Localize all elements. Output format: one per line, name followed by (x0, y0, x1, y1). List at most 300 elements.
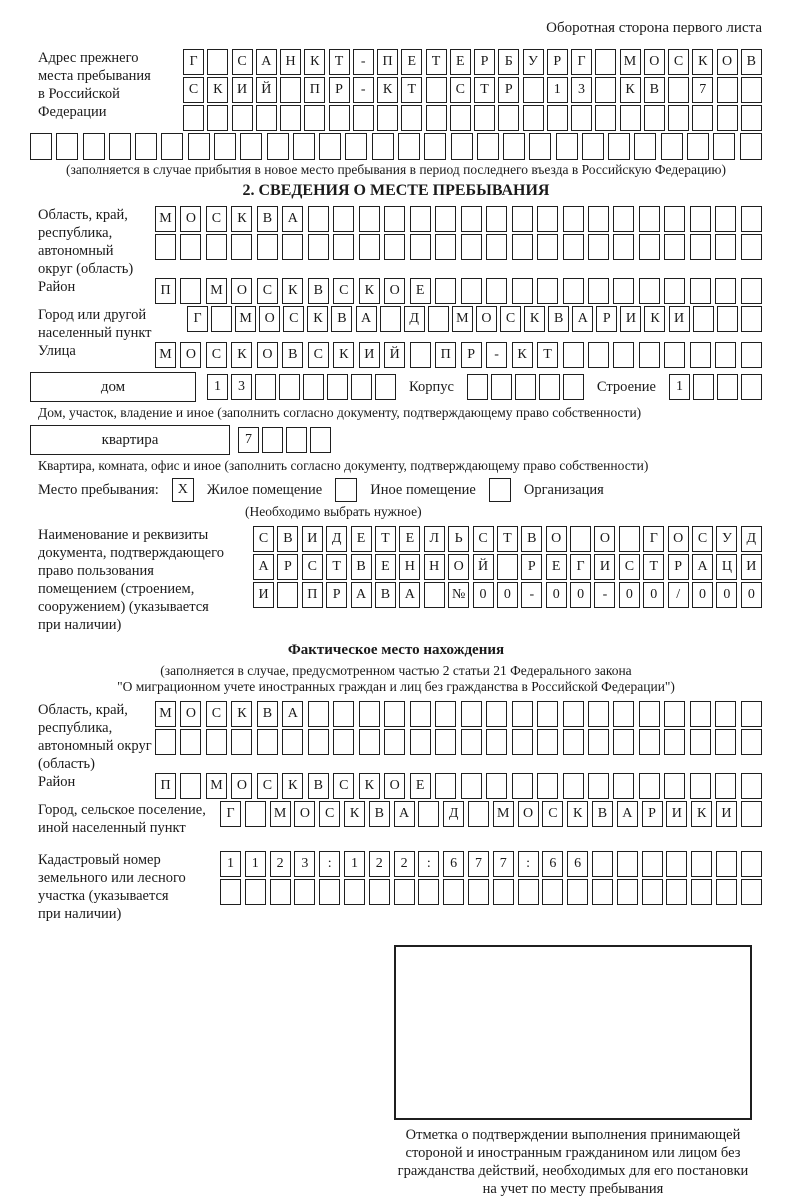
char-cell[interactable] (537, 701, 558, 727)
char-cell[interactable]: В (351, 554, 372, 580)
apartment-field-box[interactable]: квартира (30, 425, 230, 455)
char-cell[interactable] (741, 879, 762, 905)
char-cell[interactable]: С (668, 49, 689, 75)
char-cell[interactable] (232, 105, 253, 131)
char-cell[interactable] (207, 49, 228, 75)
char-cell[interactable] (668, 105, 689, 131)
char-cell[interactable] (537, 729, 558, 755)
char-cell[interactable]: Е (410, 278, 431, 304)
char-cell[interactable] (644, 105, 665, 131)
char-cell[interactable]: В (644, 77, 665, 103)
char-cell[interactable] (664, 342, 685, 368)
char-cell[interactable]: О (476, 306, 497, 332)
char-cell[interactable] (180, 234, 201, 260)
char-cell[interactable] (690, 278, 711, 304)
char-cell[interactable]: И (594, 554, 615, 580)
char-cell[interactable] (563, 278, 584, 304)
char-cell[interactable] (486, 773, 507, 799)
char-cell[interactable]: 3 (294, 851, 315, 877)
char-cell[interactable] (231, 234, 252, 260)
char-cell[interactable] (211, 306, 232, 332)
char-cell[interactable] (740, 133, 762, 160)
char-cell[interactable]: 3 (231, 374, 252, 400)
char-cell[interactable] (486, 234, 507, 260)
char-cell[interactable]: В (308, 278, 329, 304)
char-cell[interactable] (691, 879, 712, 905)
char-cell[interactable]: - (353, 49, 374, 75)
char-cell[interactable] (690, 773, 711, 799)
char-cell[interactable]: 6 (567, 851, 588, 877)
char-cell[interactable]: С (206, 701, 227, 727)
char-cell[interactable] (595, 49, 616, 75)
char-cell[interactable] (512, 701, 533, 727)
char-cell[interactable]: Н (424, 554, 445, 580)
char-cell[interactable]: - (486, 342, 507, 368)
char-cell[interactable] (327, 374, 348, 400)
char-cell[interactable]: С (257, 773, 278, 799)
char-cell[interactable]: 0 (716, 582, 737, 608)
char-cell[interactable] (715, 729, 736, 755)
char-cell[interactable] (537, 278, 558, 304)
char-cell[interactable]: О (546, 526, 567, 552)
char-cell[interactable]: 7 (468, 851, 489, 877)
char-cell[interactable]: 3 (571, 77, 592, 103)
char-cell[interactable] (428, 306, 449, 332)
char-cell[interactable] (690, 342, 711, 368)
char-cell[interactable] (664, 773, 685, 799)
char-cell[interactable] (451, 133, 473, 160)
char-cell[interactable]: О (257, 342, 278, 368)
char-cell[interactable] (240, 133, 262, 160)
char-cell[interactable] (443, 879, 464, 905)
char-cell[interactable]: 1 (245, 851, 266, 877)
char-cell[interactable] (369, 879, 390, 905)
char-cell[interactable]: М (206, 278, 227, 304)
char-cell[interactable]: М (206, 773, 227, 799)
char-cell[interactable]: Е (399, 526, 420, 552)
char-cell[interactable] (693, 306, 714, 332)
char-cell[interactable]: Т (426, 49, 447, 75)
char-cell[interactable]: М (235, 306, 256, 332)
char-cell[interactable] (384, 234, 405, 260)
char-cell[interactable] (542, 879, 563, 905)
char-cell[interactable] (563, 234, 584, 260)
char-cell[interactable] (401, 105, 422, 131)
char-cell[interactable] (639, 234, 660, 260)
char-cell[interactable] (715, 206, 736, 232)
char-cell[interactable] (303, 374, 324, 400)
char-cell[interactable]: О (180, 342, 201, 368)
char-cell[interactable]: К (231, 342, 252, 368)
char-cell[interactable] (277, 582, 298, 608)
char-cell[interactable] (715, 342, 736, 368)
char-cell[interactable] (245, 801, 266, 827)
char-cell[interactable]: М (620, 49, 641, 75)
char-cell[interactable]: Т (329, 49, 350, 75)
char-cell[interactable] (639, 773, 660, 799)
char-cell[interactable] (717, 306, 738, 332)
char-cell[interactable] (556, 133, 578, 160)
char-cell[interactable] (256, 105, 277, 131)
char-cell[interactable]: 6 (542, 851, 563, 877)
char-cell[interactable] (308, 701, 329, 727)
char-cell[interactable]: О (668, 526, 689, 552)
char-cell[interactable]: А (253, 554, 274, 580)
char-cell[interactable] (333, 234, 354, 260)
char-cell[interactable]: 0 (473, 582, 494, 608)
char-cell[interactable] (537, 234, 558, 260)
char-cell[interactable] (691, 851, 712, 877)
char-cell[interactable]: А (692, 554, 713, 580)
char-cell[interactable] (435, 729, 456, 755)
char-cell[interactable] (613, 278, 634, 304)
char-cell[interactable] (351, 374, 372, 400)
char-cell[interactable] (486, 206, 507, 232)
char-cell[interactable]: Ь (448, 526, 469, 552)
char-cell[interactable]: М (452, 306, 473, 332)
char-cell[interactable] (410, 729, 431, 755)
char-cell[interactable] (563, 773, 584, 799)
char-cell[interactable]: 1 (344, 851, 365, 877)
char-cell[interactable] (262, 427, 283, 453)
char-cell[interactable]: И (302, 526, 323, 552)
char-cell[interactable] (687, 133, 709, 160)
char-cell[interactable]: № (448, 582, 469, 608)
char-cell[interactable] (715, 234, 736, 260)
char-cell[interactable] (426, 105, 447, 131)
char-cell[interactable] (512, 729, 533, 755)
char-cell[interactable] (512, 773, 533, 799)
char-cell[interactable]: Т (401, 77, 422, 103)
char-cell[interactable]: К (691, 801, 712, 827)
char-cell[interactable] (435, 278, 456, 304)
char-cell[interactable]: Л (424, 526, 445, 552)
char-cell[interactable]: Е (410, 773, 431, 799)
char-cell[interactable] (563, 206, 584, 232)
char-cell[interactable] (180, 729, 201, 755)
char-cell[interactable]: Р (326, 582, 347, 608)
char-cell[interactable] (639, 206, 660, 232)
char-cell[interactable] (498, 105, 519, 131)
char-cell[interactable]: 0 (741, 582, 762, 608)
char-cell[interactable] (741, 801, 762, 827)
char-cell[interactable] (523, 105, 544, 131)
char-cell[interactable]: 2 (369, 851, 390, 877)
char-cell[interactable]: К (512, 342, 533, 368)
char-cell[interactable] (642, 851, 663, 877)
char-cell[interactable]: М (270, 801, 291, 827)
char-cell[interactable] (372, 133, 394, 160)
char-cell[interactable]: В (375, 582, 396, 608)
char-cell[interactable] (375, 374, 396, 400)
char-cell[interactable] (741, 374, 762, 400)
char-cell[interactable] (286, 427, 307, 453)
char-cell[interactable] (717, 77, 738, 103)
char-cell[interactable] (435, 206, 456, 232)
char-cell[interactable] (214, 133, 236, 160)
char-cell[interactable] (333, 729, 354, 755)
char-cell[interactable]: К (344, 801, 365, 827)
char-cell[interactable] (619, 526, 640, 552)
char-cell[interactable]: 1 (669, 374, 690, 400)
char-cell[interactable] (666, 851, 687, 877)
char-cell[interactable] (512, 234, 533, 260)
char-cell[interactable]: В (331, 306, 352, 332)
char-cell[interactable] (398, 133, 420, 160)
char-cell[interactable]: Т (537, 342, 558, 368)
char-cell[interactable]: Н (280, 49, 301, 75)
char-cell[interactable] (639, 342, 660, 368)
char-cell[interactable]: К (282, 278, 303, 304)
char-cell[interactable]: С (692, 526, 713, 552)
char-cell[interactable]: Г (570, 554, 591, 580)
char-cell[interactable]: 6 (443, 851, 464, 877)
char-cell[interactable] (664, 278, 685, 304)
char-cell[interactable]: А (282, 206, 303, 232)
char-cell[interactable] (617, 879, 638, 905)
char-cell[interactable] (245, 879, 266, 905)
char-cell[interactable] (515, 374, 536, 400)
char-cell[interactable]: Г (643, 526, 664, 552)
char-cell[interactable]: У (716, 526, 737, 552)
char-cell[interactable]: Д (326, 526, 347, 552)
char-cell[interactable] (690, 206, 711, 232)
char-cell[interactable]: Е (351, 526, 372, 552)
char-cell[interactable] (282, 234, 303, 260)
char-cell[interactable] (319, 879, 340, 905)
char-cell[interactable] (333, 206, 354, 232)
char-cell[interactable] (567, 879, 588, 905)
char-cell[interactable]: И (232, 77, 253, 103)
char-cell[interactable] (304, 105, 325, 131)
char-cell[interactable] (741, 234, 762, 260)
char-cell[interactable] (345, 133, 367, 160)
char-cell[interactable]: В (548, 306, 569, 332)
char-cell[interactable]: И (666, 801, 687, 827)
char-cell[interactable]: В (521, 526, 542, 552)
char-cell[interactable]: И (359, 342, 380, 368)
char-cell[interactable]: М (155, 342, 176, 368)
char-cell[interactable] (497, 554, 518, 580)
char-cell[interactable] (608, 133, 630, 160)
char-cell[interactable] (588, 342, 609, 368)
char-cell[interactable] (231, 729, 252, 755)
char-cell[interactable] (424, 133, 446, 160)
char-cell[interactable] (539, 374, 560, 400)
char-cell[interactable]: И (716, 801, 737, 827)
char-cell[interactable] (468, 801, 489, 827)
char-cell[interactable] (424, 582, 445, 608)
char-cell[interactable] (188, 133, 210, 160)
char-cell[interactable]: Р (642, 801, 663, 827)
char-cell[interactable]: А (282, 701, 303, 727)
char-cell[interactable] (461, 773, 482, 799)
char-cell[interactable] (588, 701, 609, 727)
char-cell[interactable]: С (283, 306, 304, 332)
char-cell[interactable] (410, 206, 431, 232)
char-cell[interactable]: Р (329, 77, 350, 103)
char-cell[interactable]: С (308, 342, 329, 368)
char-cell[interactable] (30, 133, 52, 160)
char-cell[interactable]: К (692, 49, 713, 75)
char-cell[interactable] (617, 851, 638, 877)
char-cell[interactable] (359, 729, 380, 755)
char-cell[interactable] (741, 206, 762, 232)
char-cell[interactable]: А (351, 582, 372, 608)
char-cell[interactable] (353, 105, 374, 131)
char-cell[interactable] (486, 701, 507, 727)
char-cell[interactable] (161, 133, 183, 160)
char-cell[interactable]: : (518, 851, 539, 877)
char-cell[interactable]: К (359, 278, 380, 304)
char-cell[interactable] (717, 105, 738, 131)
char-cell[interactable]: В (282, 342, 303, 368)
char-cell[interactable] (664, 729, 685, 755)
char-cell[interactable]: С (542, 801, 563, 827)
char-cell[interactable] (461, 206, 482, 232)
char-cell[interactable] (692, 105, 713, 131)
char-cell[interactable]: Т (474, 77, 495, 103)
char-cell[interactable]: О (259, 306, 280, 332)
char-cell[interactable] (741, 773, 762, 799)
char-cell[interactable] (308, 206, 329, 232)
char-cell[interactable]: Р (521, 554, 542, 580)
char-cell[interactable]: О (231, 773, 252, 799)
char-cell[interactable]: С (450, 77, 471, 103)
char-cell[interactable] (359, 234, 380, 260)
char-cell[interactable] (418, 801, 439, 827)
char-cell[interactable] (715, 701, 736, 727)
char-cell[interactable]: - (594, 582, 615, 608)
char-cell[interactable]: С (619, 554, 640, 580)
char-cell[interactable] (257, 729, 278, 755)
char-cell[interactable] (486, 729, 507, 755)
char-cell[interactable] (155, 234, 176, 260)
char-cell[interactable] (410, 234, 431, 260)
char-cell[interactable] (588, 234, 609, 260)
char-cell[interactable] (620, 105, 641, 131)
house-field-box[interactable]: дом (30, 372, 196, 402)
char-cell[interactable]: О (384, 278, 405, 304)
char-cell[interactable]: 7 (692, 77, 713, 103)
char-cell[interactable] (634, 133, 656, 160)
char-cell[interactable] (588, 729, 609, 755)
char-cell[interactable]: 7 (493, 851, 514, 877)
char-cell[interactable]: Е (450, 49, 471, 75)
char-cell[interactable] (613, 206, 634, 232)
char-cell[interactable] (642, 879, 663, 905)
char-cell[interactable] (512, 206, 533, 232)
char-cell[interactable]: Т (497, 526, 518, 552)
char-cell[interactable] (319, 133, 341, 160)
char-cell[interactable] (741, 729, 762, 755)
char-cell[interactable] (664, 701, 685, 727)
char-cell[interactable] (384, 729, 405, 755)
char-cell[interactable]: Н (399, 554, 420, 580)
char-cell[interactable] (486, 278, 507, 304)
char-cell[interactable]: О (180, 701, 201, 727)
char-cell[interactable] (582, 133, 604, 160)
char-cell[interactable]: У (523, 49, 544, 75)
char-cell[interactable]: Й (256, 77, 277, 103)
char-cell[interactable] (588, 206, 609, 232)
char-cell[interactable]: Е (401, 49, 422, 75)
char-cell[interactable] (563, 342, 584, 368)
char-cell[interactable] (426, 77, 447, 103)
char-cell[interactable]: П (304, 77, 325, 103)
char-cell[interactable] (563, 701, 584, 727)
char-cell[interactable]: П (302, 582, 323, 608)
char-cell[interactable]: А (356, 306, 377, 332)
char-cell[interactable]: М (155, 206, 176, 232)
char-cell[interactable] (571, 105, 592, 131)
char-cell[interactable]: К (307, 306, 328, 332)
char-cell[interactable] (613, 342, 634, 368)
char-cell[interactable]: С (183, 77, 204, 103)
char-cell[interactable] (713, 133, 735, 160)
char-cell[interactable] (380, 306, 401, 332)
char-cell[interactable]: В (257, 206, 278, 232)
char-cell[interactable]: 2 (270, 851, 291, 877)
char-cell[interactable]: С (232, 49, 253, 75)
char-cell[interactable]: Ц (716, 554, 737, 580)
char-cell[interactable] (529, 133, 551, 160)
char-cell[interactable] (693, 374, 714, 400)
char-cell[interactable]: А (572, 306, 593, 332)
char-cell[interactable] (468, 879, 489, 905)
char-cell[interactable] (255, 374, 276, 400)
char-cell[interactable] (741, 701, 762, 727)
char-cell[interactable] (523, 77, 544, 103)
char-cell[interactable] (384, 701, 405, 727)
char-cell[interactable] (664, 234, 685, 260)
char-cell[interactable]: Р (461, 342, 482, 368)
char-cell[interactable]: О (518, 801, 539, 827)
char-cell[interactable] (180, 278, 201, 304)
char-cell[interactable] (588, 773, 609, 799)
char-cell[interactable] (639, 729, 660, 755)
char-cell[interactable] (563, 729, 584, 755)
char-cell[interactable]: Р (277, 554, 298, 580)
char-cell[interactable] (537, 773, 558, 799)
char-cell[interactable] (308, 234, 329, 260)
char-cell[interactable] (716, 851, 737, 877)
char-cell[interactable]: В (741, 49, 762, 75)
char-cell[interactable] (294, 879, 315, 905)
char-cell[interactable] (377, 105, 398, 131)
char-cell[interactable]: Д (404, 306, 425, 332)
char-cell[interactable] (344, 879, 365, 905)
char-cell[interactable] (410, 342, 431, 368)
char-cell[interactable]: Т (375, 526, 396, 552)
char-cell[interactable]: Т (326, 554, 347, 580)
char-cell[interactable] (595, 105, 616, 131)
char-cell[interactable] (180, 773, 201, 799)
char-cell[interactable] (220, 879, 241, 905)
char-cell[interactable]: В (277, 526, 298, 552)
char-cell[interactable]: Б (498, 49, 519, 75)
char-cell[interactable]: - (521, 582, 542, 608)
char-cell[interactable] (741, 77, 762, 103)
char-cell[interactable] (493, 879, 514, 905)
char-cell[interactable]: 1 (220, 851, 241, 877)
char-cell[interactable]: Р (668, 554, 689, 580)
char-cell[interactable] (461, 701, 482, 727)
char-cell[interactable] (270, 879, 291, 905)
char-cell[interactable]: Р (547, 49, 568, 75)
char-cell[interactable]: П (155, 278, 176, 304)
char-cell[interactable]: О (231, 278, 252, 304)
